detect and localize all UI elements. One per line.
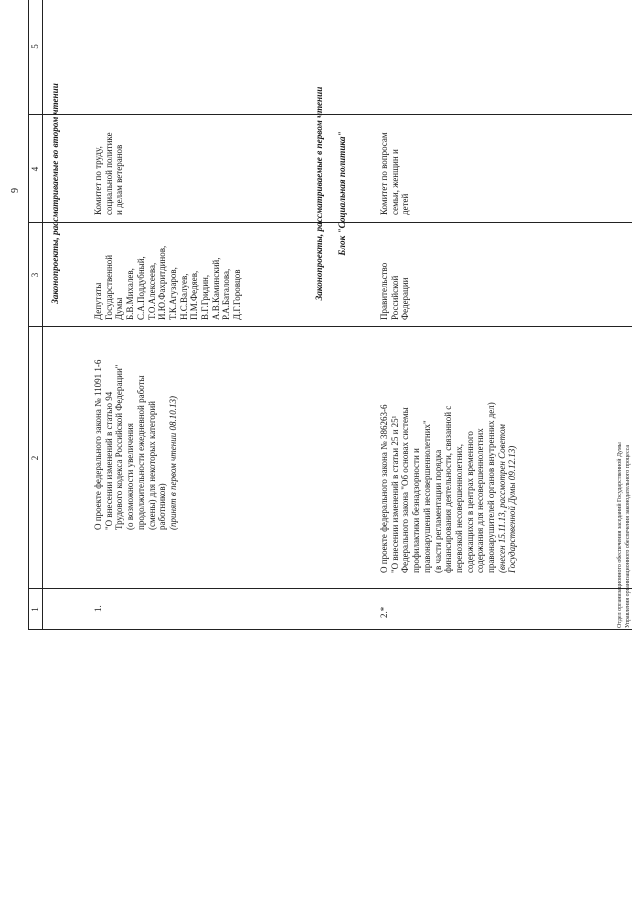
- bill-title-line: содержания для несовершеннолетних: [475, 428, 486, 573]
- section-heading-social-block: Блок "Социальная политика": [337, 131, 347, 256]
- column-border: [28, 326, 632, 327]
- author-line: Правительство: [379, 262, 389, 320]
- column-header-4: 4: [30, 166, 40, 172]
- section-heading-second-reading: Законопроекты, рассматриваемые во втором чтении: [50, 83, 60, 304]
- bill-title-line: Федерального закона "Об основах системы: [400, 407, 411, 573]
- author-line: Т.О.Алексеева,: [146, 262, 157, 320]
- author-line: Т.К.Агузаров,: [167, 267, 178, 320]
- bill-title-line: профилактики безнадзорности и: [411, 448, 422, 573]
- column-border: [28, 114, 632, 115]
- column-border: [28, 588, 632, 589]
- author-line: Б.В.Михалев,: [125, 268, 136, 320]
- author-line: Н.С.Валуев,: [178, 273, 189, 320]
- column-border: [28, 222, 632, 223]
- author-line: С.А.Поддубный,: [135, 256, 146, 320]
- bill-status-note: (внесен 15.11.13, рассмотрен Советом: [496, 424, 507, 573]
- author-line: А.В.Каминский,: [210, 257, 221, 320]
- author-line: Государственной: [103, 254, 114, 320]
- row-number: 1.: [93, 605, 103, 612]
- bill-title-line: правонарушителей органов внутренних дел): [486, 402, 496, 573]
- committee-line: социальной политике: [103, 132, 114, 215]
- author-line: П.М.Федяев,: [189, 270, 200, 320]
- column-header-5: 5: [30, 44, 40, 49]
- bill-title-line: содержащихся в центрах временного: [464, 431, 475, 573]
- bill-title-line: "О внесении изменений в статью 94: [103, 391, 114, 530]
- bill-title-line: (в части регламентации порядка: [432, 449, 443, 573]
- bill-title-line: продолжительности ежедневной работы: [135, 375, 146, 530]
- author-line: Думы: [114, 297, 125, 320]
- bill-title-line: О проекте федерального закона № 386263-6: [379, 404, 389, 573]
- footer-line: Управления организационного обеспечения законодательного процесса: [624, 444, 631, 628]
- committee-line: и делам ветеранов: [114, 144, 125, 215]
- author-line: Д.Г.Горовцов: [232, 269, 243, 320]
- footer-line: Отдел организационного обеспечения заседаний Государственной Думы: [617, 442, 623, 628]
- committee-line: Комитет по вопросам: [379, 132, 389, 215]
- bill-title-line: работников): [157, 483, 168, 530]
- column-header-1: 1: [30, 607, 40, 612]
- bill-status-note: Государственной Думы 09.12.13): [507, 445, 518, 573]
- bill-title-line: (смены) для некоторых категорий: [146, 401, 157, 530]
- bill-title-line: "О внесении изменений в статьи 25 и 25¹: [389, 415, 400, 573]
- author-line: Российской: [389, 275, 400, 320]
- table-header-border: [42, 0, 43, 630]
- author-line: Депутаты: [93, 282, 103, 320]
- bill-title-line: Трудового кодекса Российской Федерации": [114, 364, 125, 530]
- committee-line: детей: [400, 193, 411, 215]
- row-number: 2.*: [379, 606, 389, 618]
- column-border: [28, 629, 632, 630]
- author-line: Федерации: [400, 277, 411, 320]
- committee-line: Комитет по труду,: [93, 146, 103, 215]
- bill-title-line: перевозкой несовершеннолетних,: [453, 444, 464, 573]
- bill-title-line: финансирования деятельности, связанной с: [443, 405, 454, 573]
- page-number: 9: [10, 188, 21, 193]
- bill-title-line: правонарушений несовершеннолетних": [421, 420, 432, 573]
- column-header-3: 3: [30, 272, 40, 278]
- author-line: Р.А.Баталова,: [221, 268, 232, 320]
- committee-line: семьи, женщин и: [389, 149, 400, 215]
- section-heading-first-reading: Законопроекты, рассматриваемые в первом чтении: [314, 86, 324, 301]
- bill-title-line: О проекте федерального закона № 11091 1-6: [93, 359, 103, 530]
- column-header-2: 2: [30, 455, 40, 461]
- author-line: В.Г.Гридин,: [200, 274, 210, 320]
- author-line: И.Ю.Фахритдинов,: [157, 245, 168, 320]
- bill-status-note: (принят в первом чтении 08.10.13): [167, 396, 178, 530]
- bill-title-line: (о возможности увеличения: [125, 423, 136, 530]
